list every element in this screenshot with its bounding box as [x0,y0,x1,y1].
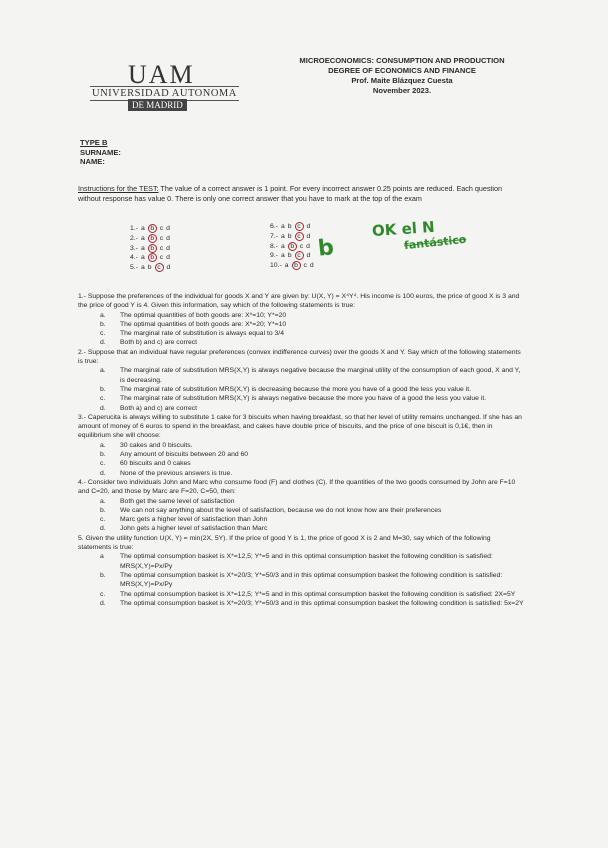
option-text: The optimal quantities of both goods are: X*=20; Y*=10 [120,320,287,328]
option-letter: a. [100,311,106,319]
answer-number: 6.- [270,223,278,230]
answer-option[interactable]: c [159,234,164,242]
answer-option-marked[interactable]: c [295,251,304,260]
option-text: The optimal consumption basket is X*=20/3; Y*=50/3 and in this optimal consumption basket the following condition is satisfied: MRS(X,Y)=Px/Py [120,571,503,589]
answer-number: 4.- [130,254,138,262]
option-text: The marginal rate of substitution MRS(X,Y) is always negative because the more you have of a good the less you value it. [120,395,487,403]
answer-option[interactable]: c [159,225,164,232]
option-letter: c. [100,330,106,338]
option-letter: b. [100,385,106,393]
answer-row [130,224,173,234]
answer-option-marked[interactable]: b [148,224,157,233]
option-text: Any amount of biscuits between 20 and 60 [120,451,249,459]
answer-number: 8.- [270,242,278,250]
answer-option-marked[interactable]: c [155,263,164,272]
questions [78,292,524,608]
question-option [88,366,524,385]
answer-option[interactable]: a [140,225,145,232]
option-letter: a [100,553,104,561]
option-letter: d. [100,525,106,533]
answer-option-marked[interactable]: c [295,222,304,231]
degree-title: DEGREE OF ECONOMICS AND FINANCE [328,66,476,75]
answer-option[interactable]: a [140,244,145,252]
option-letter: d. [100,339,106,347]
question-block [78,478,524,534]
answer-option[interactable]: d [306,242,310,250]
option-letter: c. [100,516,106,524]
answer-option[interactable]: c [303,262,307,270]
option-letter: a. [100,367,106,375]
answer-option-marked[interactable]: b [288,242,297,251]
option-text: The optimal consumption basket is X*=12,5; Y*=5 and in this optimal consumption basket the following condition is satisfied: MRS(X,Y)=Px/Py [120,553,493,570]
question-option [88,329,524,338]
instructions [78,184,522,204]
question-block [78,292,524,348]
answer-option-marked[interactable]: b [292,261,301,270]
answer-option[interactable]: a [284,262,289,270]
option-text: None of the previous answers is true. [120,469,233,477]
option-letter: c. [100,395,106,403]
question-option [88,469,524,478]
answer-option[interactable]: b [287,223,292,230]
answer-row [130,253,173,263]
answer-number: 10.- [270,262,282,270]
option-text: Marc gets a higher level of satisfaction than John [120,516,268,524]
answer-option-marked[interactable]: b [148,234,157,243]
option-letter: d. [100,469,106,477]
question-option [88,552,524,571]
answer-option[interactable]: b [287,252,292,260]
question-option [88,599,524,608]
option-letter: b. [100,506,106,514]
question-option [88,441,524,450]
question-option [88,394,524,403]
instructions-label: Instructions for the TEST: [78,184,159,193]
option-letter: d. [100,599,106,607]
option-letter: a. [100,441,106,449]
question-option [88,506,524,515]
option-text: Both get the same level of satisfaction [120,497,235,505]
question-stem: 4.- Consider two individuals John and Marc who consume food (F) and clothes (C). If the quantities of the two goods consumed by John are F=10 and C=20, and those by Marc are F=20, C=50, then: [78,478,516,496]
question-option [88,385,524,394]
handwritten-crossed-word: fantástico [403,232,467,253]
question-option [88,311,524,320]
option-text: Both a) and c) are correct [120,404,198,412]
answer-option[interactable]: d [166,264,171,272]
option-letter: b. [100,320,106,328]
instructions-text: The value of a correct answer is 1 point. For every incorrect answer 0.25 points are reduced. Each question without response has value 0. There is only one correct answer that you have to mark at the top of the exam [78,184,503,203]
option-text: 60 biscuits and 0 cakes [120,460,191,468]
option-text: The optimal quantities of both goods are: X*=10; Y*=20 [120,311,287,319]
handwritten-mark-b: b [316,235,336,262]
answer-option[interactable]: d [309,262,314,270]
question-option [88,450,524,459]
answer-option[interactable]: c [159,254,164,262]
answer-number: 5.- [130,264,138,272]
answer-row [270,251,317,261]
option-text: Both b) and c) are correct [120,339,198,347]
answer-option-marked[interactable]: b [148,253,157,262]
question-option [88,571,524,590]
option-text: We can not say anything about the level of satisfaction, because we do not know how are their preferences [120,506,442,514]
answer-option[interactable]: c [299,242,304,250]
question-block [78,413,524,478]
student-info [80,138,121,167]
answer-row [270,242,317,252]
question-option [88,338,524,347]
answer-row [270,232,317,242]
option-text: The marginal rate of substitution is always equal to 3/4 [120,330,284,338]
answer-option[interactable]: b [287,232,292,240]
answer-number: 9.- [270,252,278,260]
question-option [88,497,524,506]
answer-grid-right [270,222,317,271]
answer-option[interactable]: c [159,244,164,252]
answer-option[interactable]: d [166,244,170,252]
uam-logo-city: DE MADRID [128,99,187,111]
answer-option[interactable]: d [306,223,311,230]
option-letter: d. [100,404,106,412]
answer-row [130,263,173,273]
answer-number: 2.- [130,234,138,242]
option-text: The marginal rate of substitution MRS(X,Y) is decreasing because the more you have of a good the less you value it. [120,385,471,393]
course-title: MICROECONOMICS: CONSUMPTION AND PRODUCTION [299,56,505,65]
handwritten-ok-note: OK el N [371,217,436,241]
question-block [78,348,524,413]
answer-row [130,244,173,254]
question-option [88,459,524,468]
answer-row [270,261,317,271]
option-text: John gets a higher level of satisfaction than Marc [120,525,268,533]
option-text: The optimal consumption basket is X*=20/3; Y*=50/3 and in this optimal consumption basket the following condition is satisfied: 5x=2Y [120,599,524,607]
answer-option[interactable]: d [306,232,311,240]
option-letter: b. [100,451,106,459]
answer-grid-left [130,224,173,273]
answer-number: 1.- [130,225,138,232]
option-letter: b. [100,571,106,579]
option-text: The optimal consumption basket is X*=12,5; Y*=5 and in this optimal consumption basket the following condition is satisfied: 2X=5Y [120,590,516,598]
question-block [78,534,524,608]
exam-header [262,56,542,96]
surname-label: SURNAME: [80,147,121,157]
question-stem: 2.- Suppose that an individual have regular preferences (convex indifference curves) over the goods X and Y. Say which of the following statements is true: [78,348,521,366]
question-option [88,515,524,524]
question-stem: 3.- Caperucita is always willing to substitute 1 cake for 3 biscuits when having breakfast, so that her level of utility remains unchanged. If she has an amount of money of 6 euros to spend in the breakfast, and cakes have double price of biscuits, and the price of one biscuit is 0,1€, then in equilibrium she will choose: [78,413,522,440]
question-option [88,590,524,599]
answer-number: 3.- [130,244,138,252]
exam-date: November 2023. [372,86,432,95]
answer-row [130,234,173,244]
professor-name: Prof. Maite Blázquez Cuesta [351,76,453,85]
question-option [88,524,524,533]
question-stem: 1.- Suppose the preferences of the individual for goods X and Y are given by: U(X, Y) = X⁴Y⁴. His income is 100 euros, the price of good X is 3 and the price of good Y is 4. Given this information, say which of the following statements is true: [78,293,520,310]
option-text: 30 cakes and 0 biscuits. [120,441,193,449]
uam-logo-letters: UAM [128,60,195,89]
answer-option[interactable]: a [140,234,145,242]
option-text: The marginal rate of substitution MRS(X,Y) is always negative because the marginal utility of the consumption of each good, X and Y, is decreasing. [120,367,521,384]
answer-option-marked[interactable]: b [148,244,157,253]
answer-option[interactable]: a [280,223,285,230]
question-option [88,404,524,413]
exam-type: TYPE B [80,138,108,147]
answer-number: 7.- [270,232,278,240]
answer-option-marked[interactable]: c [295,232,304,241]
question-option [88,320,524,329]
answer-option[interactable]: a [140,254,145,262]
question-stem: 5. Given the utility function U(X, Y) = min(2X, 5Y). If the price of good Y is 1, the price of good X is 2 and M=30, say which of the following statements is true: [78,534,491,552]
name-label: NAME: [80,157,105,166]
answer-option[interactable]: a [280,252,285,260]
answer-option[interactable]: d [166,254,170,262]
answer-option[interactable]: d [166,225,170,232]
answer-option[interactable]: d [306,252,311,260]
answer-row [270,222,317,232]
answer-option[interactable]: a [140,264,145,272]
answer-option[interactable]: a [280,232,285,240]
uam-logo-name: UNIVERSIDAD AUTONOMA [92,88,237,99]
answer-option[interactable]: a [280,242,285,250]
option-letter: c. [100,590,106,598]
answer-option[interactable]: b [147,264,152,272]
option-letter: a. [100,497,106,505]
option-letter: c. [100,460,106,468]
answer-option[interactable]: d [166,234,170,242]
